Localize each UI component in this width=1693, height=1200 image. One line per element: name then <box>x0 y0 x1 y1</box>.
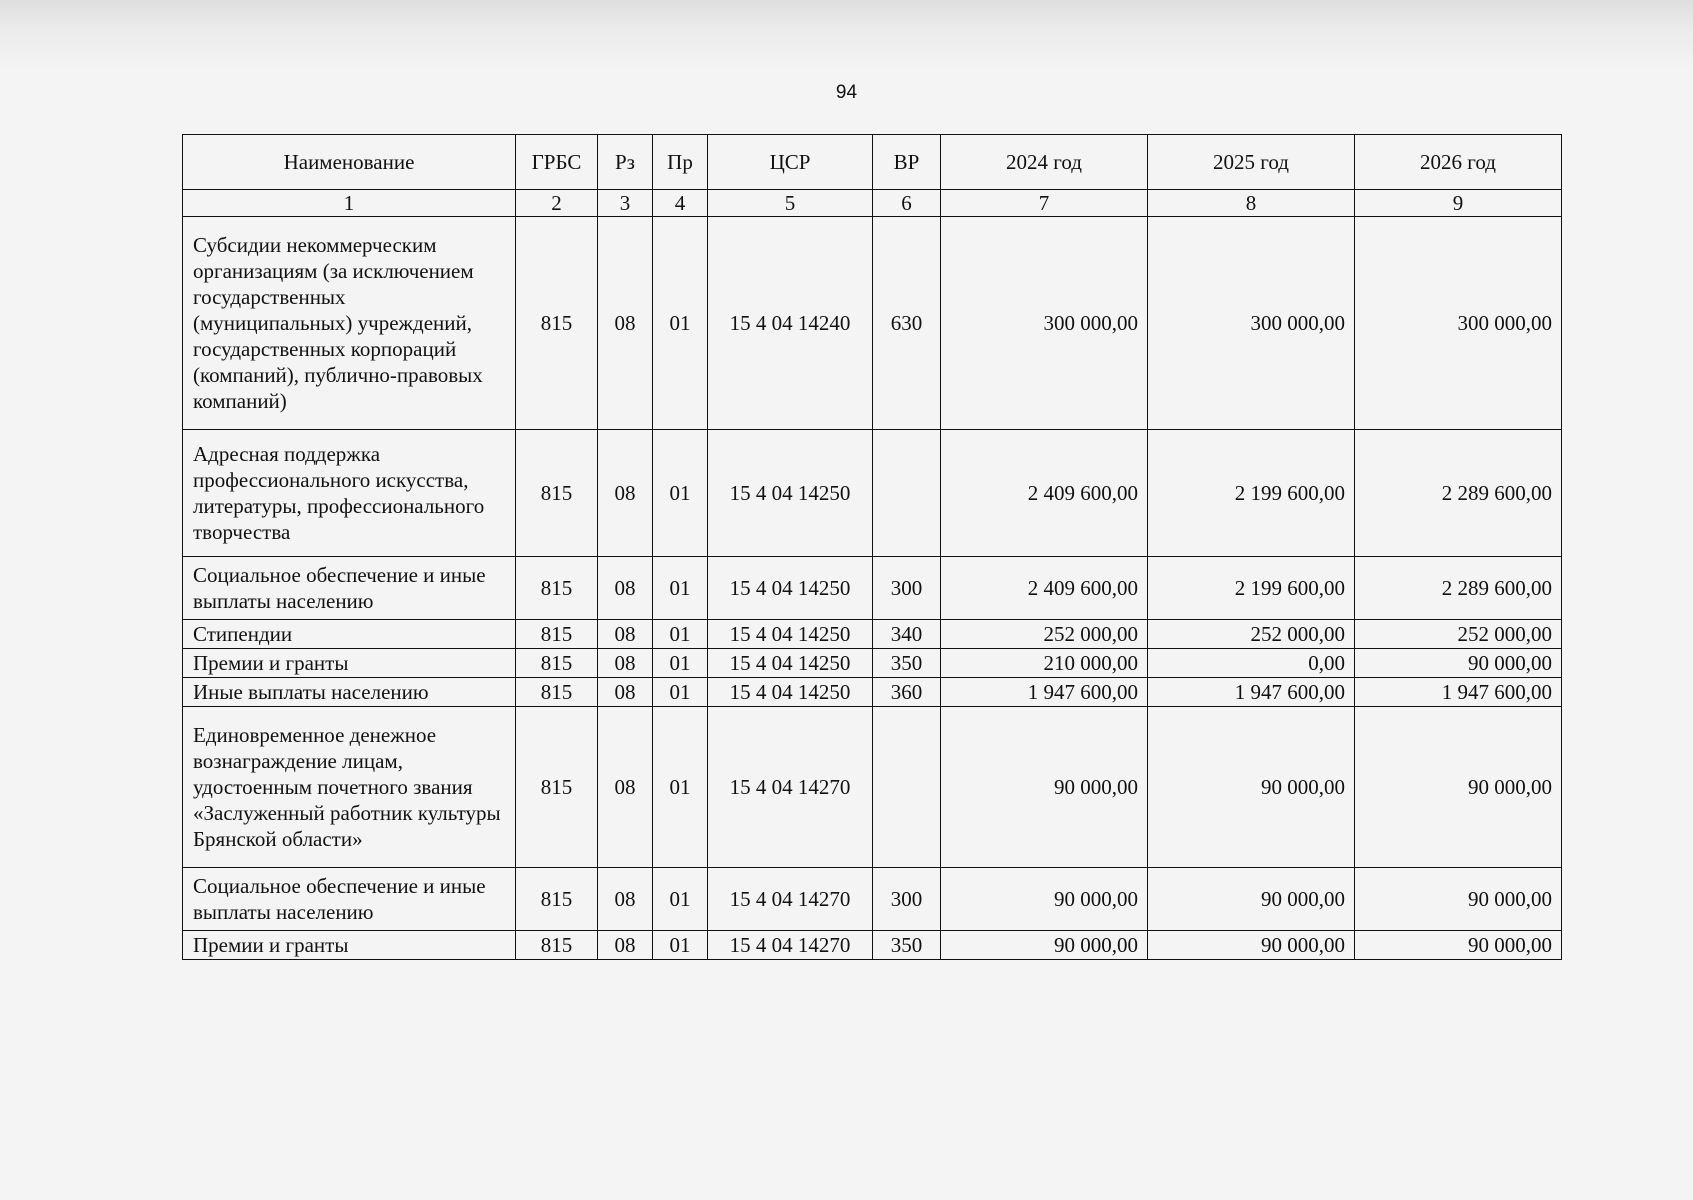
row-amount-2024: 300 000,00 <box>941 217 1148 430</box>
header-rz: Рз <box>598 135 653 190</box>
header-name: Наименование <box>183 135 516 190</box>
row-grbs: 815 <box>516 707 598 868</box>
row-grbs: 815 <box>516 217 598 430</box>
column-number: 4 <box>653 190 708 217</box>
row-rz: 08 <box>598 678 653 707</box>
row-amount-2025: 300 000,00 <box>1148 217 1355 430</box>
row-grbs: 815 <box>516 620 598 649</box>
row-csr: 15 4 04 14250 <box>708 620 873 649</box>
table-row <box>183 217 1562 430</box>
table-row <box>183 678 1562 707</box>
row-rz: 08 <box>598 707 653 868</box>
row-amount-2024: 252 000,00 <box>941 620 1148 649</box>
table-row <box>183 620 1562 649</box>
row-grbs: 815 <box>516 678 598 707</box>
row-rz: 08 <box>598 557 653 620</box>
header-2025: 2025 год <box>1148 135 1355 190</box>
row-name: Социальное обеспечение и иные выплаты населению <box>183 868 516 931</box>
header-row <box>183 135 1562 190</box>
header-grbs: ГРБС <box>516 135 598 190</box>
row-vr: 300 <box>873 868 941 931</box>
row-vr: 350 <box>873 649 941 678</box>
row-vr: 350 <box>873 931 941 960</box>
row-name: Адресная поддержка профессионального искусства, литературы, профессионального творчества <box>183 430 516 557</box>
row-amount-2024: 2 409 600,00 <box>941 557 1148 620</box>
row-amount-2024: 90 000,00 <box>941 868 1148 931</box>
row-amount-2026: 300 000,00 <box>1355 217 1562 430</box>
header-vr: ВР <box>873 135 941 190</box>
row-csr: 15 4 04 14250 <box>708 557 873 620</box>
row-amount-2024: 1 947 600,00 <box>941 678 1148 707</box>
row-rz: 08 <box>598 649 653 678</box>
row-grbs: 815 <box>516 649 598 678</box>
table-row <box>183 557 1562 620</box>
row-rz: 08 <box>598 217 653 430</box>
row-amount-2025: 252 000,00 <box>1148 620 1355 649</box>
row-csr: 15 4 04 14270 <box>708 707 873 868</box>
table-row <box>183 430 1562 557</box>
row-grbs: 815 <box>516 931 598 960</box>
row-name: Стипендии <box>183 620 516 649</box>
row-vr: 300 <box>873 557 941 620</box>
row-amount-2026: 1 947 600,00 <box>1355 678 1562 707</box>
table-row <box>183 649 1562 678</box>
row-name: Субсидии некоммерческим организациям (за исключением государственных (муниципальных) учреждений, государственных корпораций (компаний), публично-правовых компаний) <box>183 217 516 430</box>
row-vr: 360 <box>873 678 941 707</box>
row-amount-2026: 90 000,00 <box>1355 707 1562 868</box>
table-row <box>183 931 1562 960</box>
row-rz: 08 <box>598 430 653 557</box>
row-pr: 01 <box>653 707 708 868</box>
header-2026: 2026 год <box>1355 135 1562 190</box>
row-amount-2026: 252 000,00 <box>1355 620 1562 649</box>
header-pr: Пр <box>653 135 708 190</box>
row-amount-2025: 2 199 600,00 <box>1148 430 1355 557</box>
row-amount-2026: 90 000,00 <box>1355 868 1562 931</box>
header-2024: 2024 год <box>941 135 1148 190</box>
row-pr: 01 <box>653 557 708 620</box>
table-row <box>183 707 1562 868</box>
column-number: 3 <box>598 190 653 217</box>
row-csr: 15 4 04 14270 <box>708 868 873 931</box>
row-pr: 01 <box>653 931 708 960</box>
row-pr: 01 <box>653 868 708 931</box>
row-grbs: 815 <box>516 430 598 557</box>
column-number: 1 <box>183 190 516 217</box>
row-vr <box>873 430 941 557</box>
row-amount-2024: 2 409 600,00 <box>941 430 1148 557</box>
row-vr: 630 <box>873 217 941 430</box>
row-grbs: 815 <box>516 557 598 620</box>
row-pr: 01 <box>653 620 708 649</box>
row-name: Иные выплаты населению <box>183 678 516 707</box>
row-pr: 01 <box>653 649 708 678</box>
row-amount-2024: 210 000,00 <box>941 649 1148 678</box>
row-grbs: 815 <box>516 868 598 931</box>
row-csr: 15 4 04 14240 <box>708 217 873 430</box>
column-number: 7 <box>941 190 1148 217</box>
row-amount-2025: 90 000,00 <box>1148 707 1355 868</box>
row-amount-2026: 90 000,00 <box>1355 649 1562 678</box>
column-number: 9 <box>1355 190 1562 217</box>
row-vr: 340 <box>873 620 941 649</box>
row-name: Премии и гранты <box>183 649 516 678</box>
row-name: Социальное обеспечение и иные выплаты населению <box>183 557 516 620</box>
row-csr: 15 4 04 14270 <box>708 931 873 960</box>
page-number: 94 <box>835 82 858 103</box>
row-rz: 08 <box>598 868 653 931</box>
row-amount-2025: 0,00 <box>1148 649 1355 678</box>
table-row <box>183 868 1562 931</box>
row-csr: 15 4 04 14250 <box>708 678 873 707</box>
row-csr: 15 4 04 14250 <box>708 649 873 678</box>
row-rz: 08 <box>598 620 653 649</box>
row-csr: 15 4 04 14250 <box>708 430 873 557</box>
row-amount-2024: 90 000,00 <box>941 707 1148 868</box>
row-amount-2025: 90 000,00 <box>1148 868 1355 931</box>
column-number: 2 <box>516 190 598 217</box>
row-amount-2026: 2 289 600,00 <box>1355 557 1562 620</box>
row-name: Премии и гранты <box>183 931 516 960</box>
column-number: 5 <box>708 190 873 217</box>
row-amount-2025: 1 947 600,00 <box>1148 678 1355 707</box>
budget-table <box>182 134 1562 960</box>
row-amount-2024: 90 000,00 <box>941 931 1148 960</box>
row-amount-2026: 2 289 600,00 <box>1355 430 1562 557</box>
column-number-row <box>183 190 1562 217</box>
scan-edge-shadow <box>0 0 1693 70</box>
row-amount-2025: 90 000,00 <box>1148 931 1355 960</box>
row-rz: 08 <box>598 931 653 960</box>
column-number: 6 <box>873 190 941 217</box>
row-amount-2026: 90 000,00 <box>1355 931 1562 960</box>
column-number: 8 <box>1148 190 1355 217</box>
row-amount-2025: 2 199 600,00 <box>1148 557 1355 620</box>
row-pr: 01 <box>653 678 708 707</box>
row-name: Единовременное денежное вознаграждение лицам, удостоенным почетного звания «Заслуженный работник культуры Брянской области» <box>183 707 516 868</box>
row-vr <box>873 707 941 868</box>
row-pr: 01 <box>653 430 708 557</box>
header-csr: ЦСР <box>708 135 873 190</box>
row-pr: 01 <box>653 217 708 430</box>
